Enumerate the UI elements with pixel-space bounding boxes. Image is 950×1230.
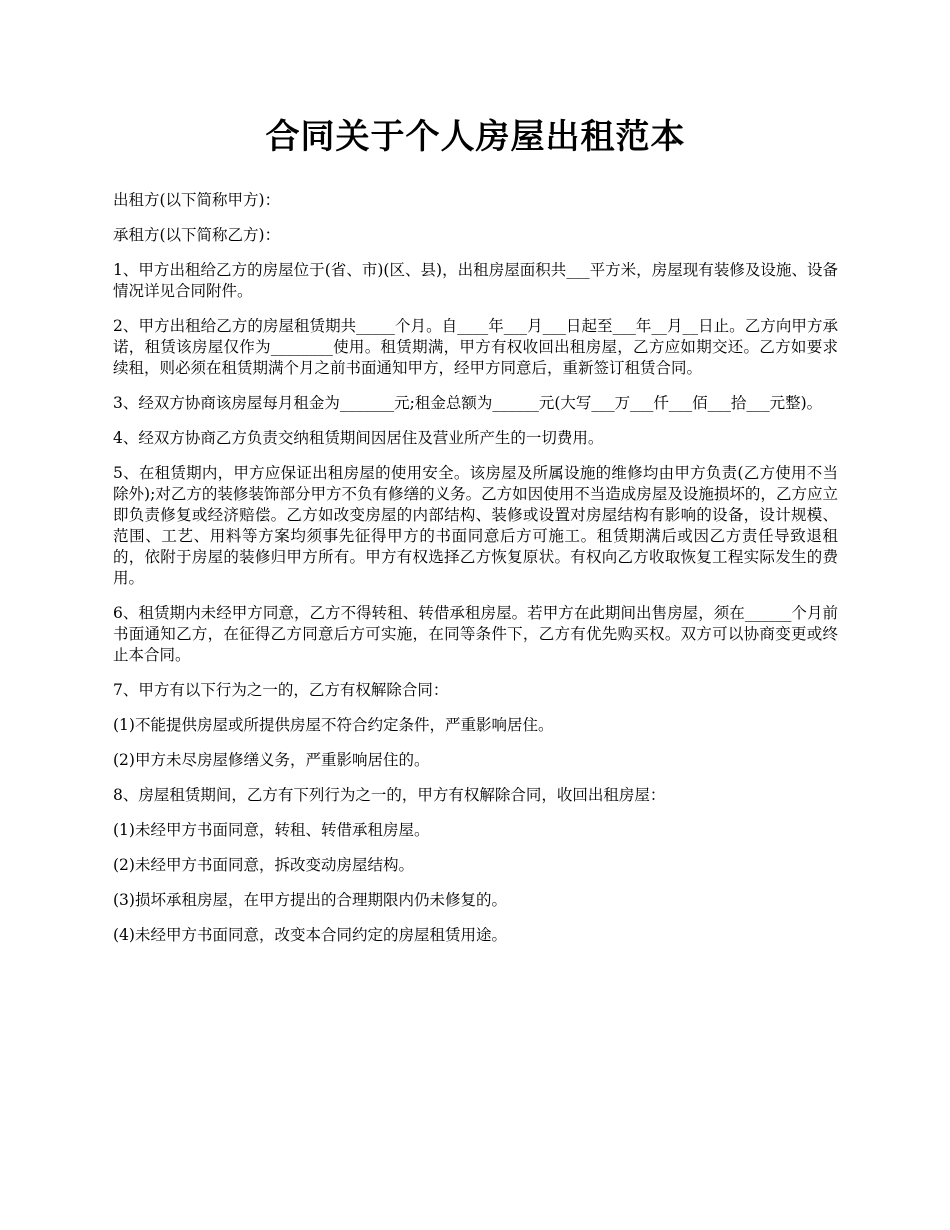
clause-3: 3、经双方协商该房屋每月租金为_______元;租金总额为______元(大写___万___仟___佰___拾___元整)。 [113,394,823,412]
clause-7-item-2: (2)甲方未尽房屋修缮义务，严重影响居住的。 [113,751,430,769]
clause-1: 1、甲方出租给乙方的房屋位于(省、市)(区、县)，出租房屋面积共___平方米，房屋现有装修及设施、设备情况详见合同附件。 [113,261,838,300]
clause-8-item-1: (1)未经甲方书面同意，转租、转借承租房屋。 [113,821,430,839]
clause-8-item-2: (2)未经甲方书面同意，拆改变动房屋结构。 [113,856,414,874]
clause-2: 2、甲方出租给乙方的房屋租赁期共_____个月。自____年___月___日起至___年__月__日止。乙方向甲方承诺，租赁该房屋仅作为________使用。租赁期满，甲方有权收回出租房屋，乙方应如期交还。乙方如要求续租，则必须在租赁期满个月之前书面通知甲方，经甲方同意后，重新签订租赁合同。 [113,317,838,377]
party-b-line: 承租方(以下简称乙方)： [113,226,281,244]
clause-8-item-4: (4)未经甲方书面同意，改变本合同约定的房屋租赁用途。 [113,926,507,944]
clause-4: 4、经双方协商乙方负责交纳租赁期间因居住及营业所产生的一切费用。 [113,429,604,447]
clause-6: 6、租赁期内未经甲方同意，乙方不得转租、转借承租房屋。若甲方在此期间出售房屋，须在______个月前书面通知乙方，在征得乙方同意后方可实施，在同等条件下，乙方有优先购买权。双方可以协商变更或终止本合同。 [113,604,838,664]
clause-5: 5、在租赁期内，甲方应保证出租房屋的使用安全。该房屋及所属设施的维修均由甲方负责(乙方使用不当除外);对乙方的装修装饰部分甲方不负有修缮的义务。乙方如因使用不当造成房屋及设施损坏的，乙方应立即负责修复或经济赔偿。乙方如改变房屋的内部结构、装修或设置对房屋结构有影响的设备，设计规模、范围、工艺、用料等方案均须事先征得甲方的书面同意后方可施工。租赁期满后或因乙方责任导致退租的，依附于房屋的装修归甲方所有。甲方有权选择乙方恢复原状。有权向乙方收取恢复工程实际发生的费用。 [113,464,838,587]
party-a-line: 出租方(以下简称甲方)： [113,191,281,209]
clause-8-item-3: (3)损坏承租房屋，在甲方提出的合理期限内仍未修复的。 [113,891,507,909]
clause-7: 7、甲方有以下行为之一的，乙方有权解除合同： [113,681,449,699]
document-title: 合同关于个人房屋出租范本 [265,117,686,157]
clause-7-item-1: (1)不能提供房屋或所提供房屋不符合约定条件，严重影响居住。 [113,716,554,734]
clause-8: 8、房屋租赁期间，乙方有下列行为之一的，甲方有权解除合同，收回出租房屋： [113,786,666,804]
